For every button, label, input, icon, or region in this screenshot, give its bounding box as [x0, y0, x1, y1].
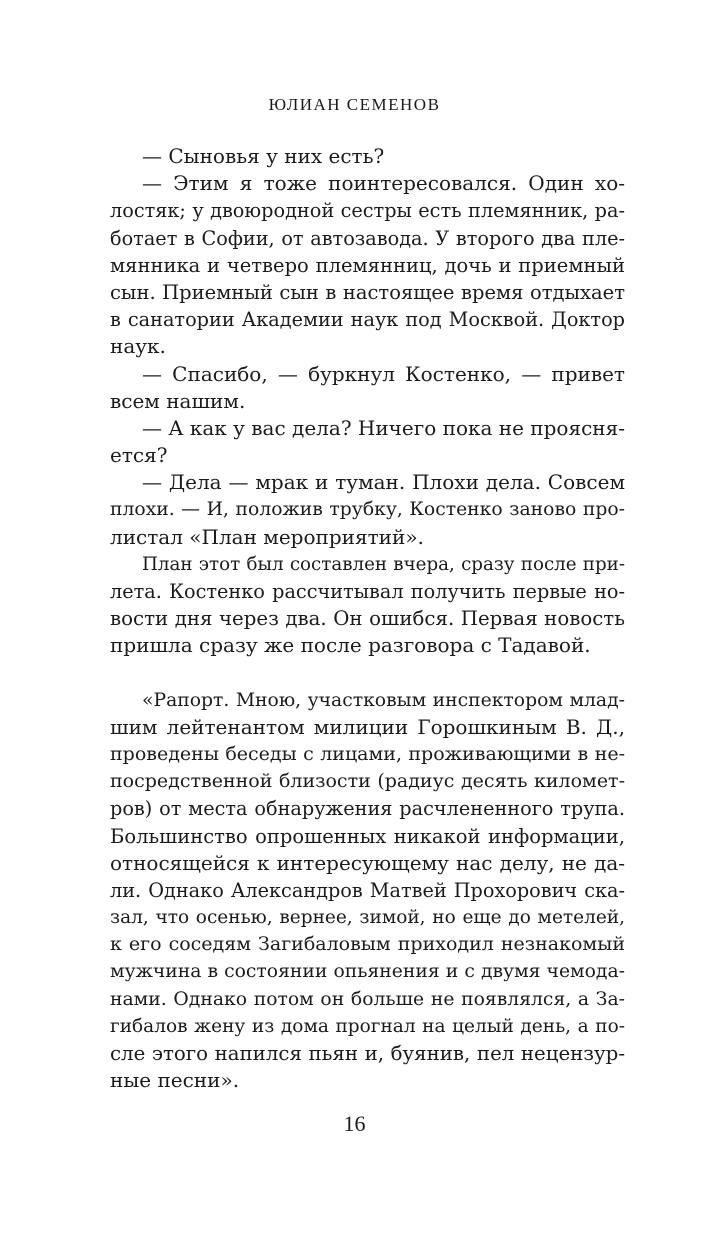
text-line: — Сыновья у них есть? [142, 144, 385, 168]
text-line: наук. [110, 334, 166, 359]
text-line: сле этого напился пьян и, буянив, пел нецензур- [110, 1042, 625, 1065]
page-number: 16 [343, 1111, 366, 1136]
text-line: «Рапорт. Мною, участковым инспектором млад- [142, 689, 625, 711]
text-line: пришла сразу же после разговора с Тадавой. [110, 633, 591, 658]
text-line: листал «План мероприятий». [110, 524, 424, 549]
text-line: относящейся к интересующему нас делу, не да- [110, 850, 625, 875]
text-line: к его соседям Загибаловым приходил незнакомый [110, 933, 625, 956]
text-line: лостяк; у двоюродной сестры есть племянник, ра- [110, 199, 625, 223]
text-line: — Спасибо, — буркнул Костенко, — привет [142, 361, 625, 386]
section-spacer [110, 660, 625, 687]
text-line: нами. Однако потом он больше не появлялся, а За- [110, 988, 625, 1010]
text-line: ботает в Софии, от автозавода. У второго два пле- [110, 226, 625, 250]
paragraph-report [110, 687, 625, 1095]
text-line: План этот был составлен вчера, сразу после при- [142, 553, 625, 575]
text-line: всем нашим. [110, 388, 246, 413]
paragraph-dialogue-2 [110, 170, 625, 360]
paragraph-narration [110, 551, 625, 660]
text-line: ли. Однако Александров Матвей Прохорович ска- [110, 878, 625, 902]
text-line: зал, что осенью, вернее, зимой, но еще до метелей, [110, 907, 625, 929]
text-line: в санатории Академии наук под Москвой. Доктор [110, 308, 625, 332]
text-line: ется? [110, 443, 168, 468]
text-line: ров) от места обнаружения расчлененного трупа. [110, 797, 625, 821]
text-line: плохи. — И, положив трубку, Костенко заново про- [110, 499, 625, 521]
text-line: — Дела — мрак и туман. Плохи дела. Совсем [142, 470, 625, 495]
paragraph-dialogue-1 [110, 143, 625, 170]
text-line: вости дня через два. Он ошибся. Первая новость [110, 607, 625, 631]
text-line: гибалов жену из дома прогнал на целый день, а по- [110, 1015, 625, 1037]
text-line: — А как у вас дела? Ничего пока не проясня- [142, 415, 625, 440]
text-line: ные песни». [110, 1068, 240, 1093]
text-line: мужчина в состоянии опьянения и с двумя чемода- [110, 961, 625, 983]
text-line: шим лейтенантом милиции Горошкиным В. Д., [110, 714, 625, 739]
text-line: посредственной близости (радиус десять километ- [110, 770, 625, 793]
text-line: — Этим я тоже поинтересовался. Один хо- [142, 171, 625, 196]
text-line: сын. Приемный сын в настоящее время отдыхает [110, 280, 625, 304]
text-line: Большинство опрошенных никакой информации, [110, 824, 625, 848]
paragraph-dialogue-5 [110, 469, 625, 551]
text-line: проведены беседы с лицами, проживающими в не- [110, 742, 625, 765]
body-text [110, 143, 625, 1094]
paragraph-dialogue-4 [110, 415, 625, 469]
running-head: ЮЛИАН СЕМЕНОВ [268, 95, 441, 114]
text-line: мянника и четверо племянниц, дочь и приемный [110, 253, 625, 277]
text-line: лета. Костенко рассчитывал получить первые но- [110, 580, 625, 603]
paragraph-dialogue-3 [110, 361, 625, 415]
